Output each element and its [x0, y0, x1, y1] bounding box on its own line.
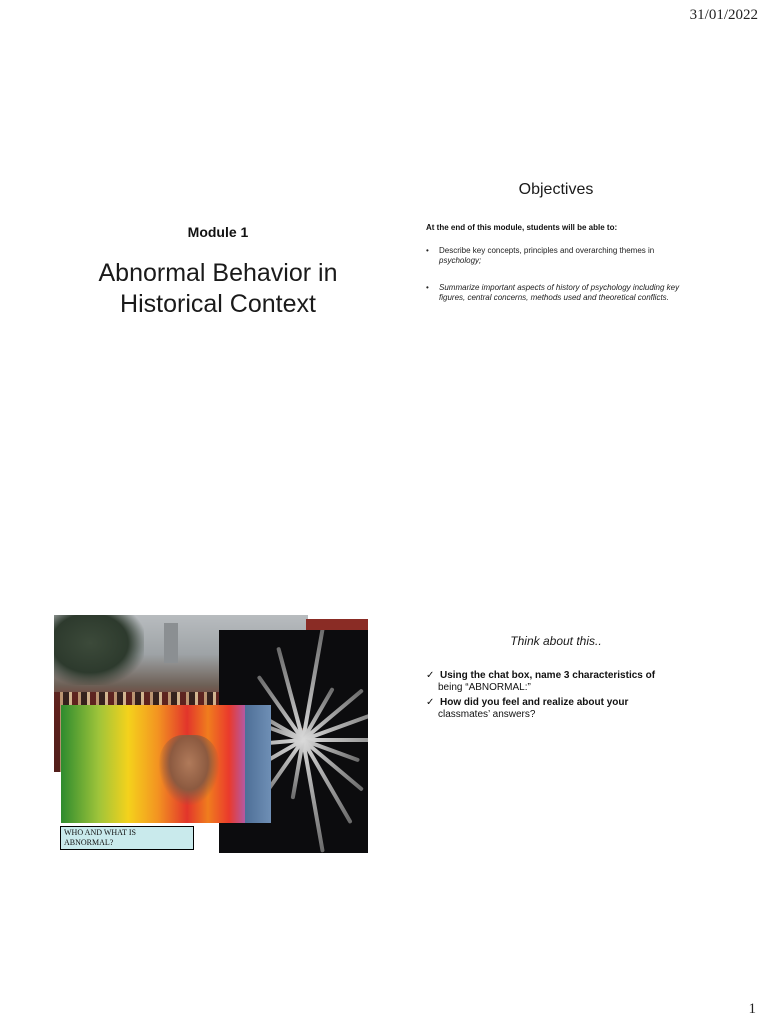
module-label: Module 1 — [187, 224, 249, 240]
slide-title-line-1: Abnormal Behavior in — [98, 259, 338, 287]
collage-caption — [60, 826, 194, 850]
checkmark-icon: ✓ — [426, 697, 435, 708]
objectives-intro: At the end of this module, students will be able to: — [426, 223, 618, 232]
objective-text-italic: psychology; — [439, 256, 482, 265]
prompt-line-2: being “ABNORMAL:” — [438, 682, 531, 693]
objective-item — [426, 246, 698, 266]
prompt-item — [426, 697, 706, 721]
bullet-icon: • — [426, 283, 429, 292]
objectives-heading: Objectives — [518, 181, 594, 198]
print-date: 31/01/2022 — [689, 7, 758, 23]
prompt-line-1: How did you feel and realize about your — [440, 697, 629, 708]
objective-text: Describe key concepts, principles and overarching themes in — [439, 246, 655, 255]
caption-line-2: ABNORMAL? — [64, 838, 114, 847]
objective-item — [426, 283, 698, 303]
think-heading: Think about this.. — [510, 634, 602, 648]
rainbow-flags-photo — [61, 705, 271, 823]
slide-title — [68, 258, 368, 320]
caption-line-1: WHO AND WHAT IS — [64, 828, 136, 837]
page-number: 1 — [748, 1001, 756, 1017]
prompt-line-1: Using the chat box, name 3 characteristics of — [440, 670, 656, 681]
slide-title-line-2: Historical Context — [120, 290, 316, 318]
objective-text: Summarize important aspects of history of psychology including key figures, central concerns, methods used and theoretical conflicts. — [439, 283, 680, 302]
prompt-item — [426, 670, 706, 694]
checkmark-icon: ✓ — [426, 670, 435, 681]
bullet-icon: • — [426, 246, 429, 255]
prompt-line-2: classmates’ answers? — [438, 709, 536, 720]
